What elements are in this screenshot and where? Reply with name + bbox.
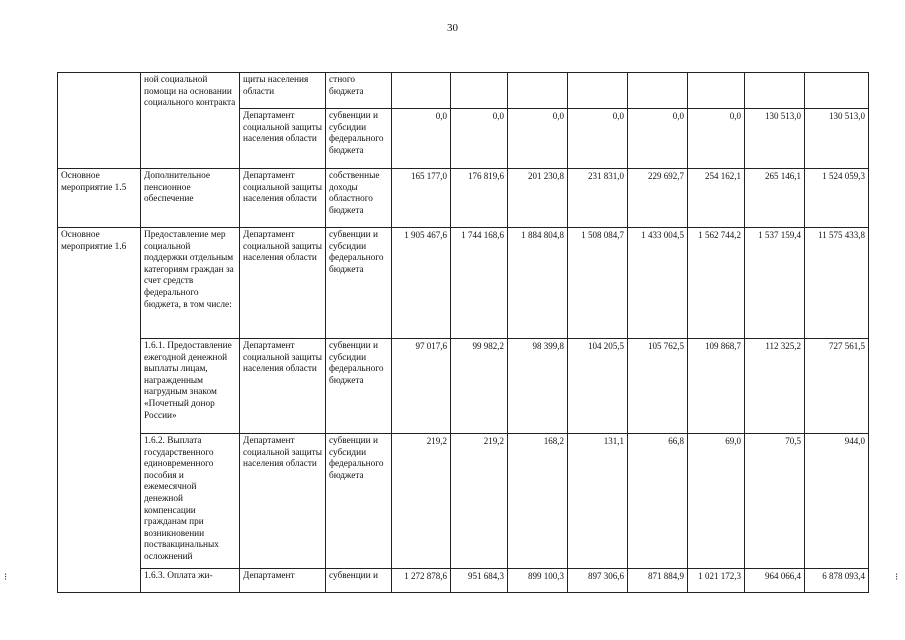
executor-cell: Департамент социальной защиты населения области	[240, 228, 326, 339]
value-cell	[805, 73, 869, 109]
margin-mark-left: ⁝	[4, 572, 8, 583]
table-row	[58, 434, 869, 569]
value-cell: 964 066,4	[745, 569, 805, 593]
executor-cell: Департамент социальной защиты населения области	[240, 109, 326, 169]
value-cell	[745, 73, 805, 109]
value-cell: 1 272 878,6	[392, 569, 451, 593]
value-cell: 265 146,1	[745, 169, 805, 228]
measure-cell: Основное мероприятие 1.6	[58, 228, 141, 593]
table-row	[58, 169, 869, 228]
value-cell: 0,0	[451, 109, 508, 169]
value-cell	[568, 73, 628, 109]
value-cell: 944,0	[805, 434, 869, 569]
table-row	[58, 73, 869, 109]
executor-cell: Департамент социальной защиты населения области	[240, 339, 326, 434]
value-cell: 219,2	[451, 434, 508, 569]
value-cell: 130 513,0	[745, 109, 805, 169]
source-cell: собственные доходы областного бюджета	[326, 169, 392, 228]
name-cell: 1.6.1. Предоставление ежегодной денежной выплаты лицам, награжденным нагрудным знаком «Почетный донор России»	[141, 339, 240, 434]
value-cell: 165 177,0	[392, 169, 451, 228]
name-cell: Дополнительное пенсионное обеспечение	[141, 169, 240, 228]
value-cell: 1 744 168,6	[451, 228, 508, 339]
value-cell: 871 884,9	[628, 569, 688, 593]
source-cell: субвенции и субсидии федерального бюджета	[326, 434, 392, 569]
table-row	[58, 339, 869, 434]
executor-cell: щиты населения области	[240, 73, 326, 109]
name-cell: 1.6.2. Выплата государственного единовременного пособия и ежемесячной денежной компенсации гражданам при возникновении поствакцинальных осложнений	[141, 434, 240, 569]
value-cell	[508, 73, 568, 109]
value-cell: 229 692,7	[628, 169, 688, 228]
value-cell: 176 819,6	[451, 169, 508, 228]
value-cell	[628, 73, 688, 109]
source-cell: стного бюджета	[326, 73, 392, 109]
value-cell: 11 575 433,8	[805, 228, 869, 339]
page-number: 30	[447, 22, 458, 34]
value-cell: 1 562 744,2	[688, 228, 745, 339]
value-cell: 70,5	[745, 434, 805, 569]
margin-mark-right: ⁝	[895, 572, 899, 583]
budget-table	[57, 72, 869, 593]
value-cell: 1 537 159,4	[745, 228, 805, 339]
executor-cell: Департамент	[240, 569, 326, 593]
value-cell: 66,8	[628, 434, 688, 569]
value-cell: 6 878 093,4	[805, 569, 869, 593]
table-row	[58, 228, 869, 339]
value-cell: 899 100,3	[508, 569, 568, 593]
value-cell: 0,0	[568, 109, 628, 169]
value-cell: 1 884 804,8	[508, 228, 568, 339]
value-cell: 1 905 467,6	[392, 228, 451, 339]
value-cell: 231 831,0	[568, 169, 628, 228]
value-cell: 131,1	[568, 434, 628, 569]
value-cell: 951 684,3	[451, 569, 508, 593]
source-cell: субвенции и субсидии федерального бюджета	[326, 228, 392, 339]
value-cell: 130 513,0	[805, 109, 869, 169]
value-cell: 1 021 172,3	[688, 569, 745, 593]
source-cell: субвенции и субсидии федерального бюджета	[326, 339, 392, 434]
value-cell: 1 433 004,5	[628, 228, 688, 339]
source-cell: субвенции и	[326, 569, 392, 593]
value-cell: 105 762,5	[628, 339, 688, 434]
value-cell: 104 205,5	[568, 339, 628, 434]
name-cell: ной социальной помощи на основании социального контракта	[141, 73, 240, 169]
value-cell: 0,0	[508, 109, 568, 169]
executor-cell: Департамент социальной защиты населения области	[240, 169, 326, 228]
name-cell: 1.6.3. Оплата жи-	[141, 569, 240, 593]
value-cell	[392, 73, 451, 109]
value-cell: 1 508 084,7	[568, 228, 628, 339]
value-cell: 97 017,6	[392, 339, 451, 434]
table-row	[58, 569, 869, 593]
name-cell: Предоставление мер социальной поддержки отдельным категориям граждан за счет средств федерального бюджета, в том числе:	[141, 228, 240, 339]
value-cell: 69,0	[688, 434, 745, 569]
value-cell: 109 868,7	[688, 339, 745, 434]
value-cell: 99 982,2	[451, 339, 508, 434]
value-cell: 254 162,1	[688, 169, 745, 228]
value-cell: 112 325,2	[745, 339, 805, 434]
value-cell: 0,0	[688, 109, 745, 169]
executor-cell: Департамент социальной защиты населения области	[240, 434, 326, 569]
value-cell: 168,2	[508, 434, 568, 569]
value-cell: 201 230,8	[508, 169, 568, 228]
value-cell: 98 399,8	[508, 339, 568, 434]
source-cell: субвенции и субсидии федерального бюджета	[326, 109, 392, 169]
value-cell: 897 306,6	[568, 569, 628, 593]
value-cell: 727 561,5	[805, 339, 869, 434]
value-cell	[451, 73, 508, 109]
value-cell: 0,0	[392, 109, 451, 169]
measure-cell: Основное мероприятие 1.5	[58, 169, 141, 228]
value-cell	[688, 73, 745, 109]
value-cell: 1 524 059,3	[805, 169, 869, 228]
value-cell: 219,2	[392, 434, 451, 569]
measure-cell	[58, 73, 141, 169]
value-cell: 0,0	[628, 109, 688, 169]
